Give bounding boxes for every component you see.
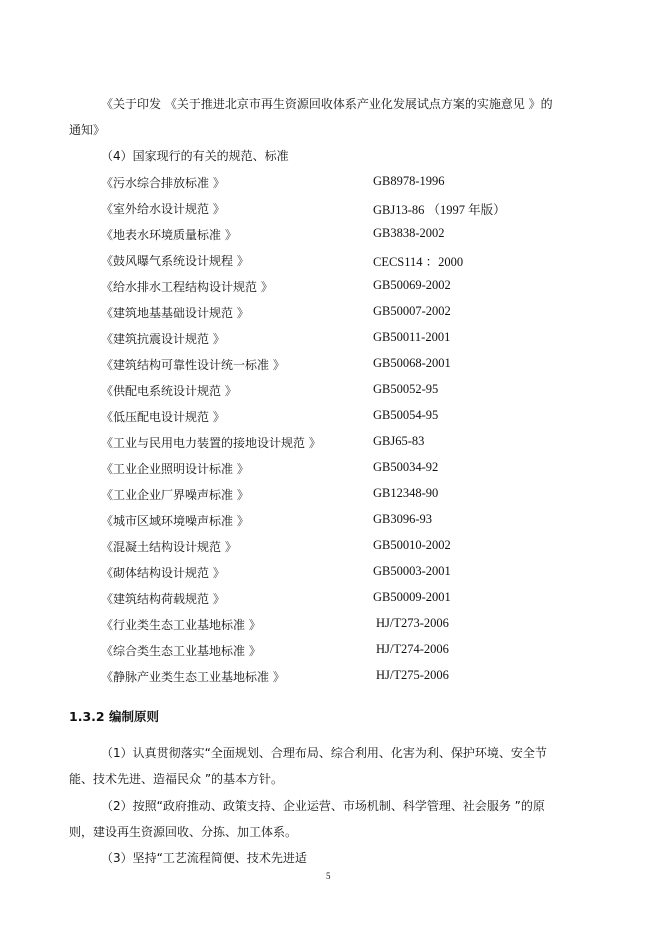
standard-code: GB8978-1996	[373, 174, 445, 188]
standard-code: HJ/T273-2006	[376, 616, 449, 630]
standard-code: GB50010-2002	[373, 538, 451, 552]
standard-name: 《建筑抗震设计规范 》	[101, 332, 225, 346]
standard-name: 《室外给水设计规范 》	[101, 202, 225, 216]
standard-code: GB12348-90	[373, 486, 439, 500]
standard-name: 《给水排水工程结构设计规范 》	[101, 280, 273, 294]
standard-name: 《砌体结构设计规范 》	[101, 566, 225, 580]
principle-2-line-1: （2）按照“政府推动、政策支持、企业运营、市场机制、科学管理、社会服务 ”的原	[101, 799, 545, 813]
intro-item-4: （4）国家现行的有关的规范、标准	[101, 149, 289, 163]
principle-1-line-1: （1）认真贯彻落实“全面规划、合理布局、综合利用、化害为利、保护环境、安全节	[101, 746, 547, 760]
standard-code: GB50009-2001	[373, 590, 451, 604]
standard-name: 《污水综合排放标准 》	[101, 176, 225, 190]
principle-3-line-1: （3）坚持“工艺流程简便、技术先进适	[101, 851, 307, 865]
standard-name: 《建筑结构荷载规范 》	[101, 592, 225, 606]
standard-code: GBJ13-86 （1997 年版）	[373, 203, 506, 217]
standard-name: 《供配电系统设计规范 》	[101, 384, 237, 398]
intro-line-1: 《关于印发 《关于推进北京市再生资源回收体系产业化发展试点方案的实施意见 》的	[101, 97, 553, 111]
standard-name: 《城市区域环境噪声标准 》	[101, 514, 249, 528]
standard-name: 《建筑结构可靠性设计统一标准 》	[101, 358, 285, 372]
standard-name: 《综合类生态工业基地标准 》	[101, 644, 261, 658]
standard-name: 《工业与民用电力装置的接地设计规范 》	[101, 436, 321, 450]
standard-code: GB50011-2001	[373, 330, 451, 344]
standard-code: GB3838-2002	[373, 226, 445, 240]
standard-name: 《静脉产业类生态工业基地标准 》	[101, 670, 285, 684]
page-number: 5	[326, 871, 331, 881]
standard-code: HJ/T275-2006	[376, 668, 449, 682]
standard-name: 《低压配电设计规范 》	[101, 410, 225, 424]
principle-1-line-2: 能、技术先进、造福民众 ”的基本方针。	[69, 772, 284, 786]
standard-code: GB50003-2001	[373, 564, 451, 578]
standard-code: GB3096-93	[373, 512, 433, 526]
standard-code: GB50007-2002	[373, 304, 451, 318]
standard-code: CECS114 ：2000	[373, 255, 464, 269]
standard-name: 《地表水环境质量标准 》	[101, 228, 237, 242]
standard-name: 《建筑地基基础设计规范 》	[101, 306, 249, 320]
standard-code: GB50054-95	[373, 408, 439, 422]
intro-line-2: 通知》	[69, 123, 106, 137]
standard-code: GB50034-92	[373, 460, 439, 474]
section-heading: 1.3.2 编制原则	[69, 709, 159, 724]
standard-code: GB50069-2002	[373, 278, 451, 292]
standard-name: 《工业企业照明设计标准 》	[101, 462, 249, 476]
standard-name: 《行业类生态工业基地标准 》	[101, 618, 261, 632]
standard-code: GB50052-95	[373, 382, 439, 396]
standard-code: HJ/T274-2006	[376, 642, 449, 656]
standard-code: GBJ65-83	[373, 434, 425, 448]
principle-2-line-2: 则，建设再生资源回收、分拣、加工体系。	[69, 825, 298, 839]
standard-code: GB50068-2001	[373, 356, 451, 370]
standard-name: 《鼓风曝气系统设计规程 》	[101, 254, 249, 268]
standard-name: 《工业企业厂界噪声标准 》	[101, 488, 249, 502]
standard-name: 《混凝土结构设计规范 》	[101, 540, 237, 554]
